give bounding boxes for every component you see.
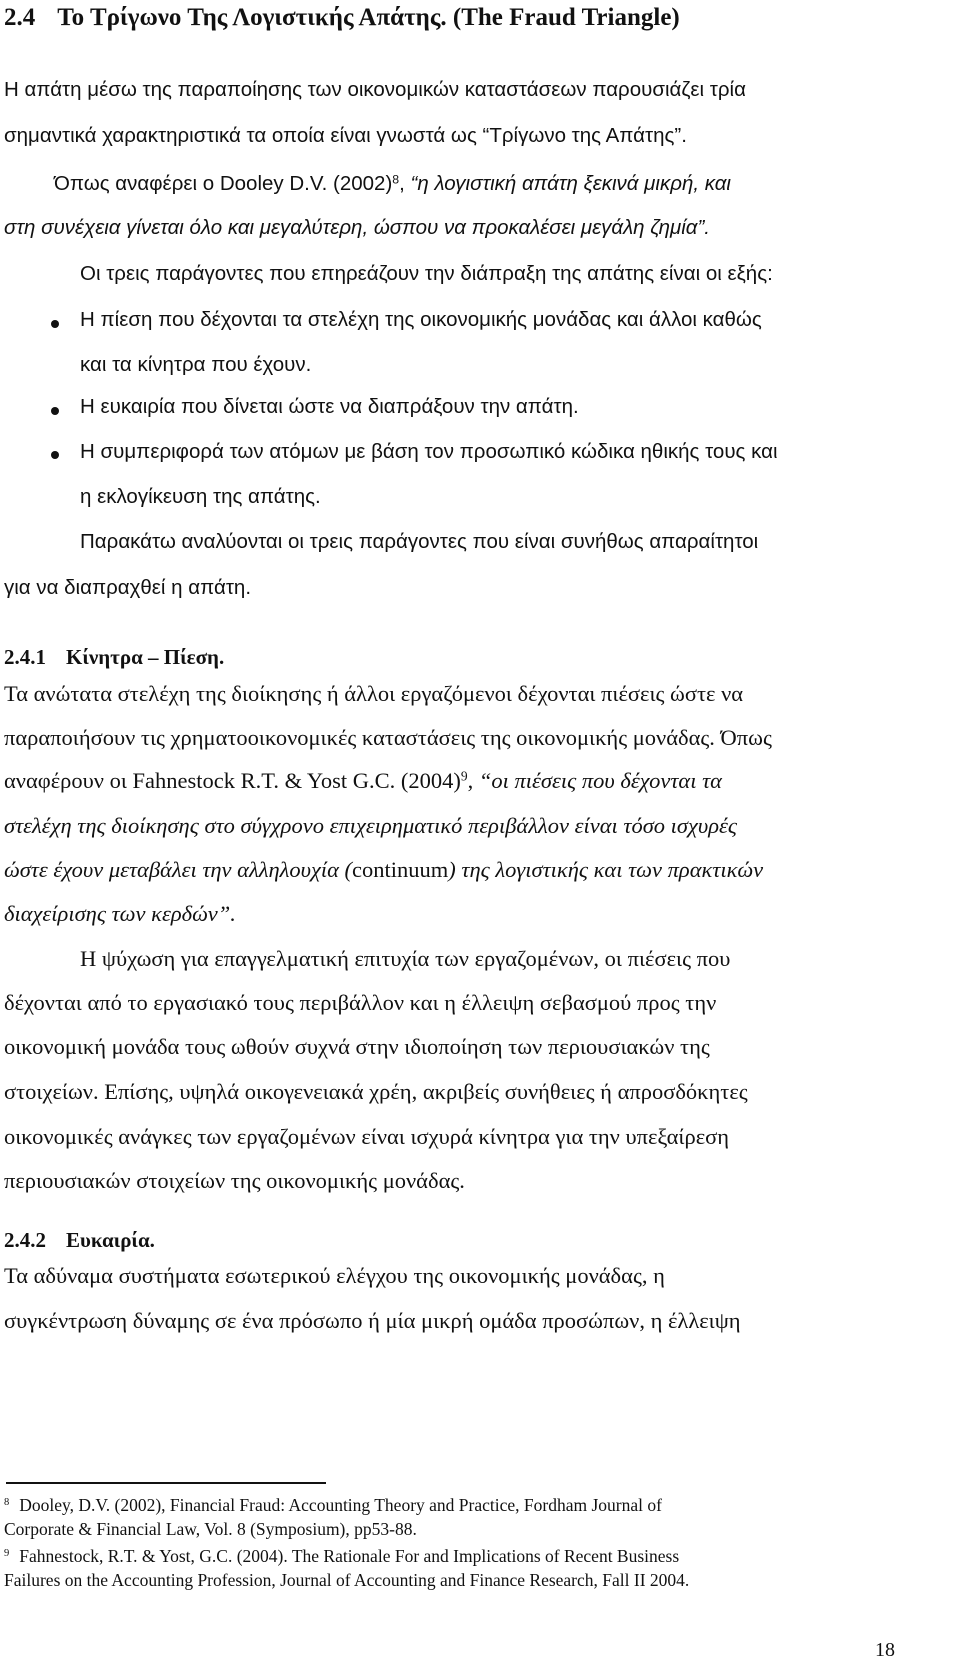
- intro-line: Οι τρεις παράγοντες που επηρεάζουν την διάπραξη της απάτης είναι οι εξής:: [80, 262, 773, 285]
- quote-line: στελέχη της διοίκησης στο σύγχρονο επιχειρηματικό περιβάλλον είναι τόσο ισχυρές: [4, 813, 738, 838]
- footnote: $^9$ Fahnestock, R.T. & Yost, G.C. (2004). The Rationale For and Implications of Recent Business: [4, 1546, 680, 1566]
- footnote-ref[interactable]: 9: [460, 768, 468, 784]
- footnote-continuation: Corporate & Financial Law, Vol. 8 (Symposium), pp53-88.: [4, 1519, 417, 1539]
- subsection-number: 2.4.2: [4, 1228, 46, 1252]
- paragraph-line: οικονομική μονάδα τους ωθούν συχνά στην ιδιοποίηση των περιουσιακών της: [4, 1034, 710, 1059]
- paragraph-line: αναφέρουν οι Fahnestock R.T. & Yost G.C. $(2004)^9$, “οι πιέσεις που δέχονται τα: [4, 768, 722, 793]
- quote-line: διαχείρισης των κερδών”.: [4, 901, 236, 926]
- footnote: $^8$ Dooley, D.V. (2002), Financial Fraud: Accounting Theory and Practice, Fordham Journal of: [4, 1495, 662, 1515]
- bullet-item: Η συμπεριφορά των ατόμων με βάση τον προσωπικό κώδικα ηθικής τους και: [80, 440, 778, 463]
- quote: “οι πιέσεις που δέχονται τα: [478, 768, 722, 793]
- page-number: 18: [875, 1639, 895, 1661]
- subsection-heading: [4, 1228, 155, 1253]
- subsection-number: 2.4.1: [4, 645, 46, 669]
- bullet-icon: [51, 320, 59, 328]
- footnote-ref[interactable]: 8: [392, 172, 400, 187]
- footnote-mark: 9: [4, 1548, 10, 1560]
- quote-line: ώστε έχουν μεταβάλει την αλληλουχία (continuum) της λογιστικής και των πρακτικών: [4, 857, 764, 882]
- quote: “η λογιστική απάτη ξεκινά μικρή, και: [410, 172, 731, 195]
- intro-line: Όπως αναφέρει ο Dooley D.V. $(2002)^8$, “η λογιστική απάτη ξεκινά μικρή, και: [54, 172, 731, 195]
- paragraph-line: Τα ανώτατα στελέχη της διοίκησης ή άλλοι εργαζόμενοι δέχονται πιέσεις ώστε να: [4, 681, 744, 706]
- bullet-item: Η πίεση που δέχονται τα στελέχη της οικονομικής μονάδας και άλλοι καθώς: [80, 308, 762, 331]
- subsection-title: Κίνητρα – Πίεση.: [66, 645, 225, 669]
- bullet-item: Η ευκαιρία που δίνεται ώστε να διαπράξουν την απάτη.: [80, 395, 579, 418]
- footnote-separator: [6, 1482, 326, 1484]
- footnote-continuation: Failures on the Accounting Profession, Journal of Accounting and Finance Research, Fall II 2004.: [4, 1570, 690, 1590]
- bullet-icon: [51, 451, 59, 459]
- section-title: Το Τρίγωνο Της Λογιστικής Απάτης. (The Fraud Triangle): [57, 4, 680, 31]
- intro-line: Η απάτη μέσω της παραποίησης των οικονομικών καταστάσεων παρουσιάζει τρία: [4, 78, 746, 101]
- paragraph-line: περιουσιακών στοιχείων της οικονομικής μονάδας.: [4, 1168, 465, 1193]
- paragraph-line: Παρακάτω αναλύονται οι τρεις παράγοντες που είναι συνήθως απαραίτητοι: [80, 530, 759, 553]
- paragraph-line: οικονομικές ανάγκες των εργαζομένων είναι ισχυρά κίνητρα για την υπεξαίρεση: [4, 1124, 730, 1149]
- paragraph-line: παραποιήσουν τις χρηματοοικονομικές καταστάσεις της οικονομικής μονάδας. Όπως: [4, 725, 772, 750]
- bullet-icon: [51, 407, 59, 415]
- paragraph-line: δέχονται από το εργασιακό τους περιβάλλον και η έλλειψη σεβασμού προς την: [4, 990, 717, 1015]
- intro-line: σημαντικά χαρακτηριστικά τα οποία είναι γνωστά ως “Τρίγωνο της Απάτης”.: [4, 124, 687, 147]
- paragraph-line: στοιχείων. Επίσης, υψηλά οικογενειακά χρέη, ακριβείς συνήθειες ή απροσδόκητες: [4, 1079, 748, 1104]
- footnote-mark: 8: [4, 1497, 10, 1509]
- section-number: 2.4: [4, 4, 36, 31]
- paragraph-line: Η ψύχωση για επαγγελματική επιτυχία των εργαζομένων, οι πιέσεις που: [80, 946, 731, 971]
- paragraph-line: συγκέντρωση δύναμης σε ένα πρόσωπο ή μία μικρή ομάδα προσώπων, η έλλειψη: [4, 1308, 741, 1333]
- bullet-item-continuation: και τα κίνητρα που έχουν.: [80, 353, 312, 376]
- paragraph-line: Τα αδύναμα συστήματα εσωτερικού ελέγχου της οικονομικής μονάδας, η: [4, 1263, 665, 1288]
- subsection-title: Ευκαιρία.: [66, 1228, 155, 1252]
- intro-quote-line: στη συνέχεια γίνεται όλο και μεγαλύτερη, ώσπου να προκαλέσει μεγάλη ζημία”.: [4, 216, 710, 239]
- bullet-item-continuation: η εκλογίκευση της απάτης.: [80, 485, 321, 508]
- section-heading: [4, 4, 680, 32]
- subsection-heading: [4, 645, 224, 670]
- paragraph-line: για να διαπραχθεί η απάτη.: [4, 576, 252, 599]
